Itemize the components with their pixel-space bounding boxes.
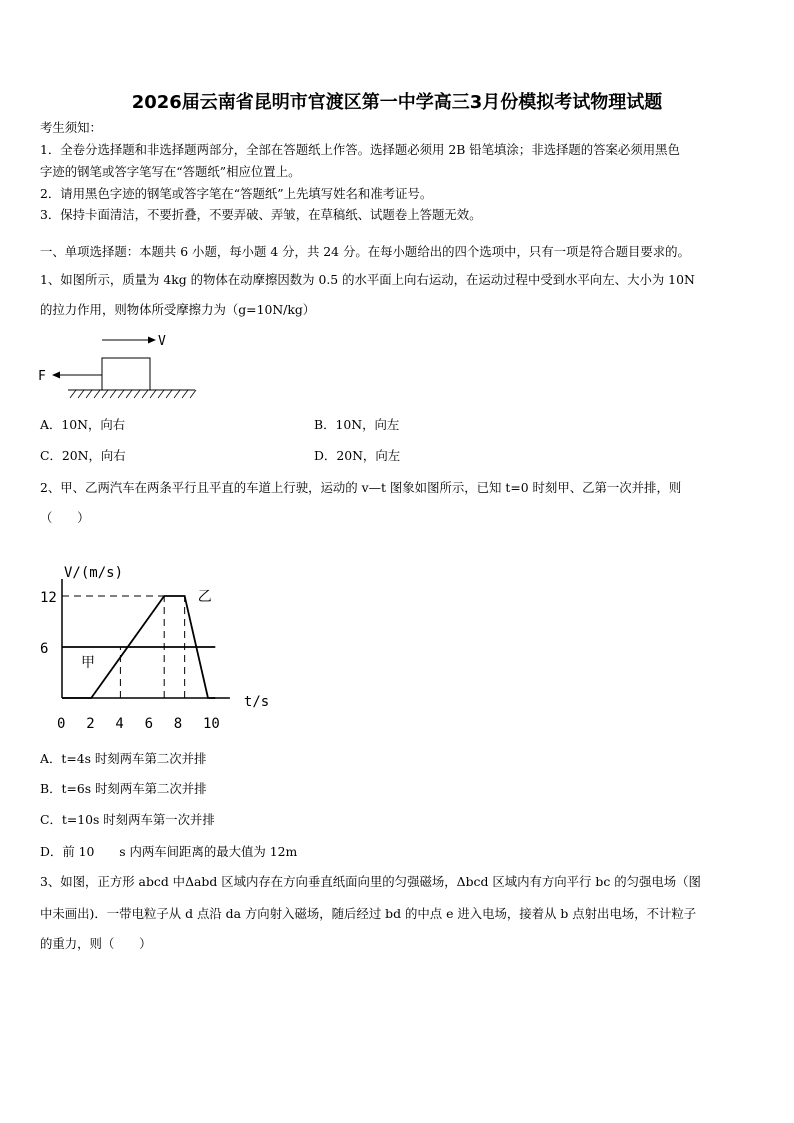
y-tick-label: 12 <box>40 590 57 606</box>
block <box>102 358 150 390</box>
x-tick-label: 4 <box>115 716 124 732</box>
force-arrowhead <box>52 372 60 379</box>
q3-line-2: 中未画出)．一带电粒子从 d 点沿 da 方向射入磁场，随后经过 bd 的中点 e 进入电场，接着从 b 点射出电场，不计粒子 <box>40 906 697 921</box>
q1-option-c: C．20N，向右 <box>40 448 126 463</box>
notice-heading: 考生须知： <box>40 120 102 135</box>
q1-option-b: B．10N，向左 <box>314 417 400 432</box>
q1-figure <box>30 328 230 408</box>
q1-option-a: A．10N，向右 <box>40 417 126 432</box>
notice-line-1a: 1．全卷分选择题和非选择题两部分，全部在答题纸上作答。选择题必须用 2B 铅笔填涂；非选择题的答案必须用黑色 <box>40 142 680 157</box>
y-axis-label: V/(m/s) <box>64 565 124 581</box>
y-tick-label: 6 <box>40 641 49 657</box>
x-tick-label: 2 <box>86 716 95 732</box>
x-tick-label: 8 <box>173 716 183 732</box>
page-title: 2026届云南省昆明市官渡区第一中学高三3月份模拟考试物理试题 <box>131 92 663 113</box>
velocity-label: V <box>158 334 166 349</box>
q1-line-2: 的拉力作用，则物体所受摩擦力为（g=10N/kg） <box>40 302 316 317</box>
notice-line-1b: 字迹的钢笔或答字笔写在“答题纸”相应位置上。 <box>40 164 301 179</box>
series-label-jia: 甲 <box>80 655 95 671</box>
notice-line-2: 2．请用黑色字迹的钢笔或答字笔在“答题纸”上先填写姓名和准考证号。 <box>40 186 433 201</box>
vt-chart <box>40 550 310 740</box>
force-label: F <box>38 369 46 384</box>
x-axis-label: t/s <box>243 694 270 710</box>
q1-line-1: 1、如图所示，质量为 4kg 的物体在动摩擦因数为 0.5 的水平面上向右运动，在运动过程中受到水平向左、大小为 10N <box>40 272 695 287</box>
q1-option-d: D．20N，向左 <box>314 448 401 463</box>
velocity-arrowhead <box>148 337 156 344</box>
q2-option-a: A．t=4s 时刻两车第二次并排 <box>40 751 207 766</box>
q2-option-c: C．t=10s 时刻两车第一次并排 <box>40 812 215 827</box>
q2-line-2: （ ） <box>40 510 90 525</box>
q2-option-d: D．前 10 s 内两车间距离的最大值为 12m <box>40 844 298 859</box>
q2-option-b: B．t=6s 时刻两车第二次并排 <box>40 781 207 796</box>
section-heading: 一、单项选择题：本题共 6 小题，每小题 4 分，共 24 分。在每小题给出的四个选项中，只有一项是符合题目要求的。 <box>40 244 690 259</box>
notice-line-3: 3．保持卡面清洁，不要折叠，不要弄破、弄皱，在草稿纸、试题卷上答题无效。 <box>40 207 482 222</box>
q3-line-3: 的重力，则（ ） <box>40 936 152 951</box>
x-tick-label: 10 <box>203 716 220 732</box>
x-tick-label: 6 <box>144 716 154 732</box>
x-tick-label: 0 <box>57 716 66 732</box>
series-label-yi: 乙 <box>197 589 212 605</box>
ground-hatching <box>70 390 196 398</box>
q2-line-1: 2、甲、乙两汽车在两条平行且平直的车道上行驶，运动的 v—t 图象如图所示，已知 t=0 时刻甲、乙第一次并排，则 <box>40 480 682 495</box>
q3-line-1: 3、如图，正方形 abcd 中Δabd 区域内存在方向垂直纸面向里的匀强磁场，Δbcd 区域内有方向平行 bc 的匀强电场（图 <box>40 874 701 889</box>
